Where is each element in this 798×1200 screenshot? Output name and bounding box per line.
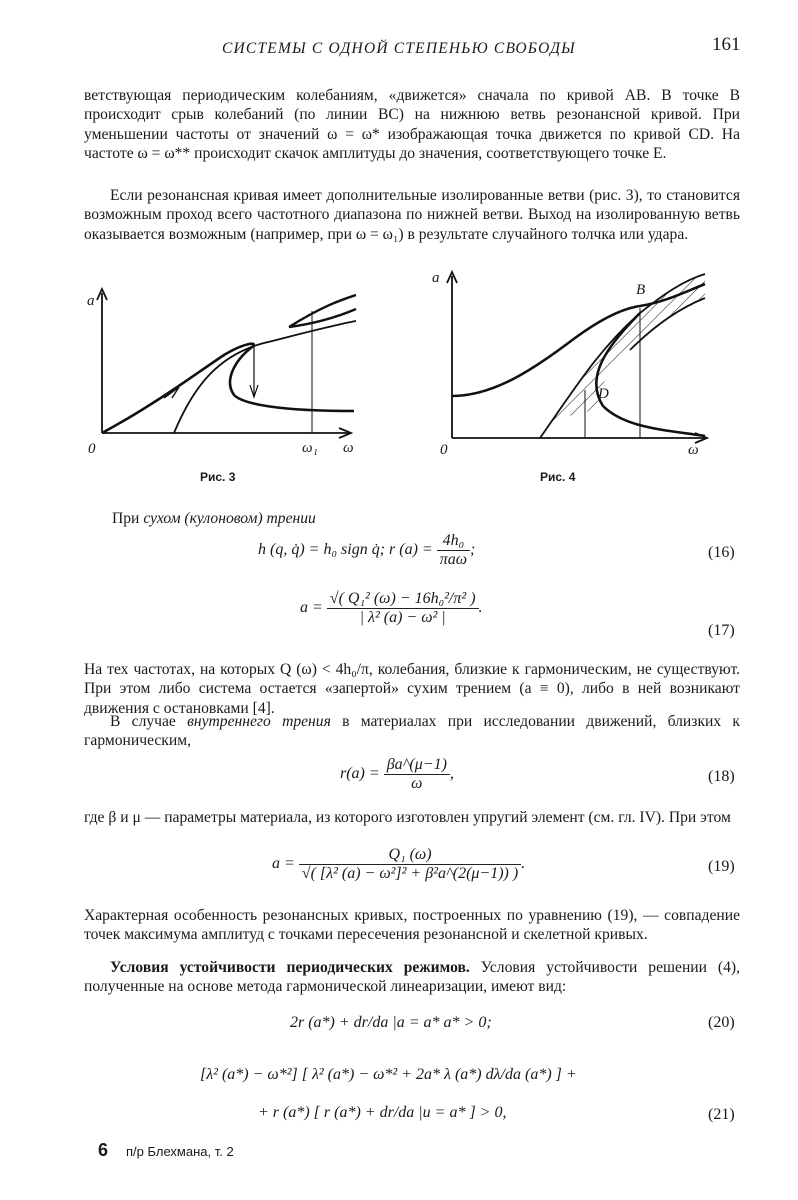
paragraph-7: Характерная особенность резонансных кривых, построенных по уравнению (19), — совпадение точек максимума амплитуд с точками пересечения резонансной и скелетной кривых. xyxy=(84,907,740,944)
equation-18: r(a) = $\frac{\beta a\^{}(\mu-1)}{\omega}$ , xyxy=(340,756,454,792)
fig3-direction-arrow xyxy=(164,387,179,398)
paragraph-5: В случае внутреннего трения в материалах при исследовании движений, близких к гармоническим, xyxy=(84,713,740,750)
fig4-hatched-region xyxy=(540,274,705,438)
page-number: 161 xyxy=(712,34,741,55)
fig4-origin-label: 0 xyxy=(440,442,448,458)
figure-4-plot xyxy=(425,268,715,460)
figure-4-caption: Рис. 4 xyxy=(540,470,576,484)
fig3-resonance-curve xyxy=(102,344,354,433)
paragraph-4: На тех частотах, на которых Q (ω) < 4h₀/π, колебания, близкие к гармоническим, не существуют. При этом либо система остается «запертой» сухим трением (a ≡ 0), либо в ней возникают движения с остановками [4]. xyxy=(84,661,740,717)
paragraph-1: ветствующая периодическим колебаниям, «движется» сначала по кривой AB. В точке B происходит срыв колебаний (по линии BC) на нижнюю ветвь резонансной кривой. При уменьшении частоты от значений ω = ω* изображающая точка движется по кривой CD. На частоте ω = ω** происходит скачок амплитуды до значения, соответствующего точке E. xyxy=(84,87,740,163)
fig3-y-label: a xyxy=(87,293,95,309)
fig4-omega-label: ω xyxy=(688,442,699,458)
equation-16: h (q, q̇) = h₀ sign q̇; r (a) = $\frac{\text{4h₀}}{\text{πaω}}$ ; xyxy=(258,532,476,568)
fig3-omega1-label: ω₁ xyxy=(302,440,318,456)
paragraph-8: Условия устойчивости периодических режимов. Условия устойчивости решении (4), полученные на основе метода гармонической линеаризации, имеют вид: xyxy=(84,959,740,996)
running-title: СИСТЕМЫ С ОДНОЙ СТЕПЕНЬЮ СВОБОДЫ xyxy=(222,40,576,57)
footer-signature: 6 п/р Блехмана, т. 2 xyxy=(98,1140,234,1160)
fig3-skeleton-curve xyxy=(174,321,356,433)
fig3-omega-label: ω xyxy=(343,440,354,456)
fig4-y-label: a xyxy=(432,270,440,286)
equation-21-line-2: + r (a*) [ r (a*) + dr/da |u = a* ] > 0, xyxy=(258,1104,507,1121)
figure-3-plot xyxy=(84,285,374,465)
paragraph-2: Если резонансная кривая имеет дополнительные изолированные ветви (рис. 3), то становится возможным проход всего частотного диапазона по нижней ветви. Выход на изолированную ветвь оказывается возможным (например, при ω = ω₁) в результате случайного толчка или удара. xyxy=(84,187,740,243)
equation-18-number: (18) xyxy=(708,768,735,785)
equation-20-number: (20) xyxy=(708,1014,735,1031)
fig3-origin-label: 0 xyxy=(88,441,96,457)
dry-friction-intro: При сухом (кулоновом) трении xyxy=(112,510,316,527)
equation-16-number: (16) xyxy=(708,544,735,561)
equation-21-number: (21) xyxy=(708,1106,735,1123)
equation-17-number: (17) xyxy=(708,622,735,639)
equation-21-line-1: [λ² (a*) − ω*²] [ λ² (a*) − ω*² + 2a* λ (a*) dλ/da (a*) ] + xyxy=(200,1066,577,1083)
paragraph-6: где β и μ — параметры материала, из которого изготовлен упругий элемент (см. гл. IV). При этом xyxy=(84,809,731,826)
fig4-point-d: D xyxy=(598,386,609,402)
equation-17: a = $\frac{\text{√( Q₁² (ω) − 16h₀²/π² )}}{\text{| λ² (a) − ω² |}}$ . xyxy=(300,590,483,626)
equation-19: a = $\frac{\text{Q₁ (ω)}}{\text{√( [λ² (a) − ω²]² + β²a\textasciicircum{}(2(μ−1)) )}}$ . xyxy=(272,846,526,882)
equation-19-number: (19) xyxy=(708,858,735,875)
fig4-point-b: B xyxy=(636,282,646,298)
figure-3-caption: Рис. 3 xyxy=(200,470,236,484)
equation-20: 2r (a*) + dr/da |a = a* a* > 0; xyxy=(290,1014,492,1031)
